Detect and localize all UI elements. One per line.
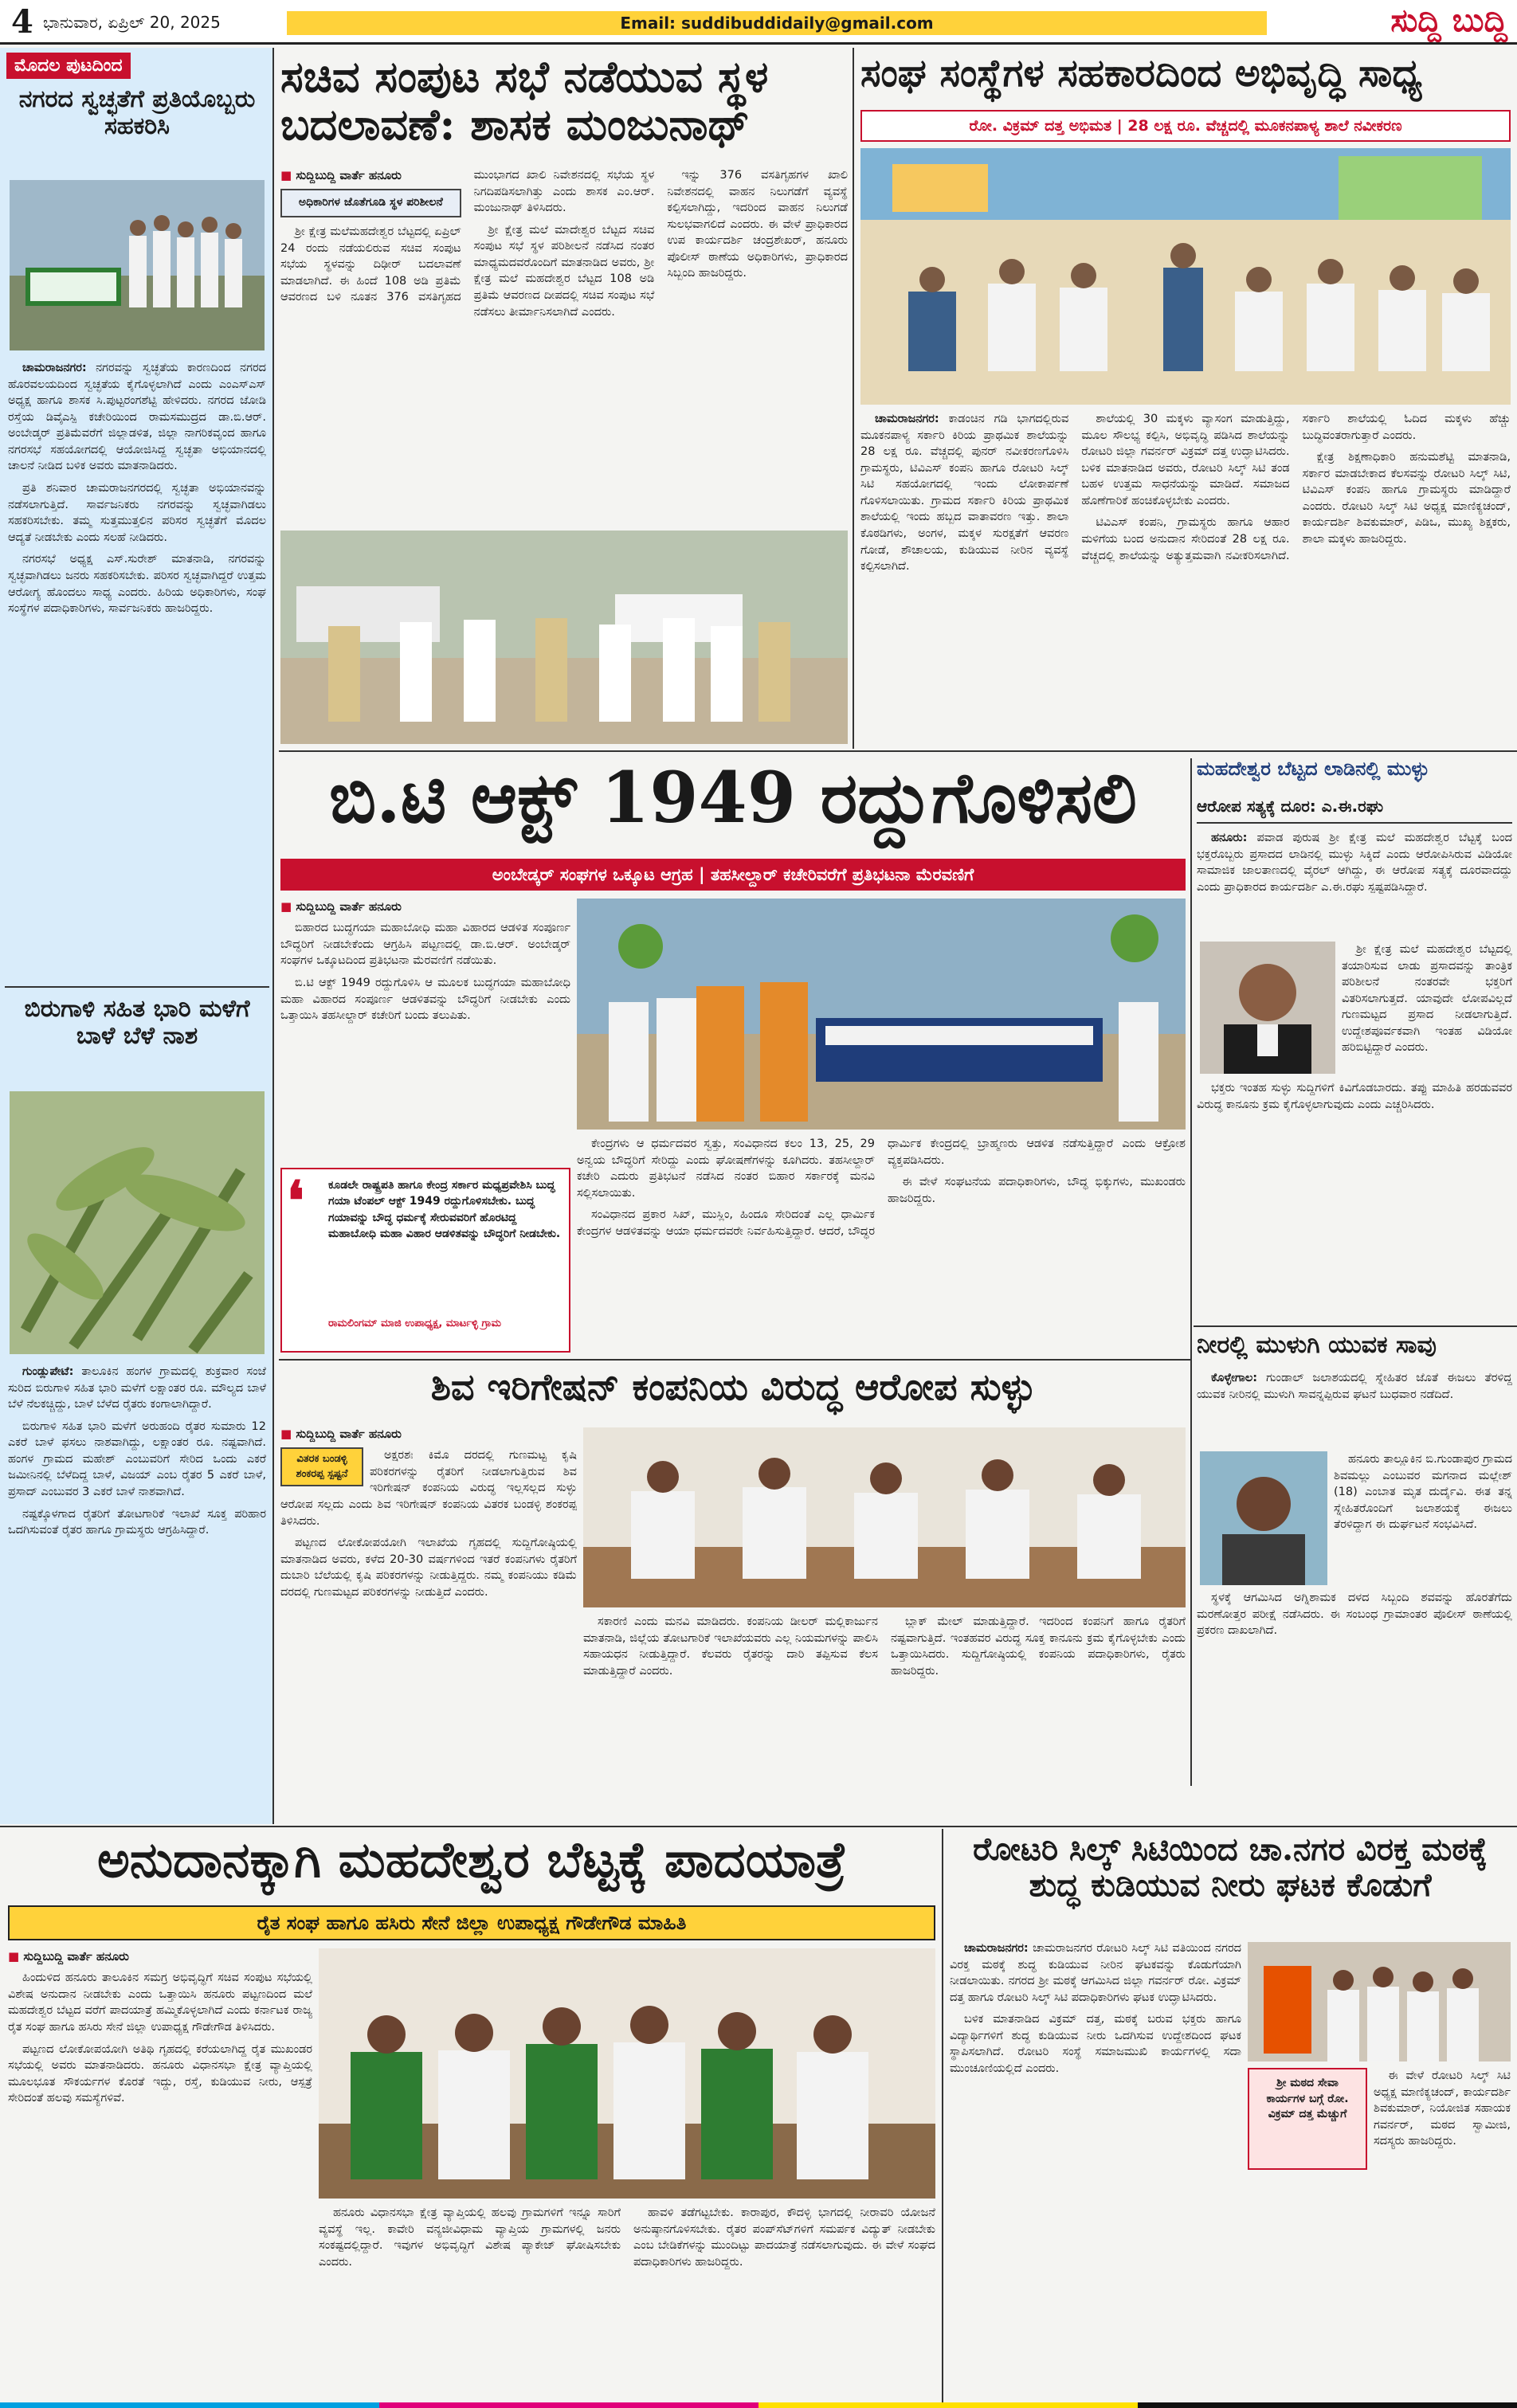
section-divider — [279, 1359, 1190, 1361]
ladoo-story-place: ಹನೂರು: — [1211, 832, 1248, 844]
rotary-school-text: ಕಾಡಂಚಿನ ಗಡಿ ಭಾಗದಲ್ಲಿರುವ ಮೂಕನಪಾಳ್ಯ ಸರ್ಕಾರಿ ಕಿರಿಯ ಪ್ರಾಥಮಿಕ ಶಾಲೆಯನ್ನು 28 ಲಕ್ಷ ರೂ. ವೆಚ್ಚದಲ್ಲಿ ಪುನರ್ ನವೀಕರಣಗೊಳಿಸಿ ಗ್ರಾಮಸ್ಥರು, ಟಿವಿಎಸ್ ಕಂಪನಿ ಹಾಗೂ ರೋಟರಿ ಸಿಲ್ಕ್ ಸಿಟಿ ಸಹಯೋಗದಲ್ಲಿ ಇಂದು ಲೋಕಾರ್ಪಣೆ ಗೊಳಿಸಲಾಯಿತು. ಗ್ರಾಮದ ಸರ್ಕಾರಿ ಕಿರಿಯ ಪ್ರಾಥಮಿಕ ಶಾಲೆಯಲ್ಲಿ ಇಂದು ಹಬ್ಬದ ವಾತಾವರಣ ಇತ್ತು. ಶಾಲಾ ಕೊಠಡಿಗಳು, ಅಂಗಳ, ಮಕ್ಕಳ ಸುರಕ್ಷತೆಗೆ ಆವರಣ ಗೋಡೆ, ಶೌಚಾಲಯ, ಕುಡಿಯುವ ನೀರಿನ ವ್ಯವಸ್ಥೆ ಕಲ್ಪಿಸಲಾಗಿದೆ. — [860, 413, 1069, 574]
irrigation-byline: ■ ಸುದ್ದಿಬುದ್ದಿ ವಾರ್ತೆ ಹನೂರು — [280, 1426, 577, 1443]
cabinet-story-callout: ಅಧಿಕಾರಿಗಳ ಜೊತೆಗೂಡಿ ಸ್ಥಳ ಪರಿಶೀಲನೆ — [280, 189, 461, 217]
page-number: 4 — [11, 3, 33, 41]
irrigation-para3: ಸಕಾರಣಿ ಎಂದು ಮನವಿ ಮಾಡಿದರು. ಕಂಪನಿಯ ಡೀಲರ್ ಮಲ್ಲಿಕಾರ್ಜುನ ಮಾತನಾಡಿ, ಜಿಲ್ಲೆಯ ತೋಟಗಾರಿಕೆ ಇಲಾಖೆಯವರು ಎಲ್ಲ ನಿಯಮಗಳನ್ನು ಪಾಲಿಸಿ ಸಹಾಯಧನ ನೀಡುತ್ತಿದ್ದಾರೆ. ಕೆಲವರು ರೈತರನ್ನು ದಾರಿ ತಪ್ಪಿಸುವ ಕೆಲಸ ಮಾಡುತ್ತಿದ್ದಾರೆ ಎಂದರು. — [583, 1615, 878, 1678]
padayatra-subhead: ರೈತ ಸಂಘ ಹಾಗೂ ಹಸಿರು ಸೇನೆ ಜಿಲ್ಲಾ ಉಪಾಧ್ಯಕ್ಷ ಗೌಡೇಗೌಡ ಮಾಹಿತಿ — [8, 1905, 935, 1940]
section-divider — [1194, 1325, 1517, 1327]
column-divider — [942, 1829, 943, 2402]
sidebar-story1-place: ಚಾಮರಾಜನಗರ: — [22, 362, 87, 374]
irrigation-para1: ಅಕ್ಷರಶಃ ಕಿಮೊ ದರದಲ್ಲಿ ಗುಣಮಟ್ಟ ಕೃಷಿ ಪರಿಕರಗಳನ್ನು ರೈತರಿಗೆ ನೀಡಲಾಗುತ್ತಿರುವ ಶಿವ ಇರಿಗೇಷನ್ ಕಂಪನಿಯ ವಿರುದ್ಧ ಇಲ್ಲಸಲ್ಲದ ಸುಳ್ಳು ಆರೋಪ ಸಲ್ಲದು ಎಂದು ಶಿವ ಇರಿಗೇಷನ್ ಕಂಪನಿಯ ವಿತರಕ ಬಂಡಳ್ಳಿ ಶಂಕರಪ್ಪ ತಿಳಿಸಿದರು. — [280, 1449, 577, 1528]
padayatra-body-left — [8, 1948, 312, 2399]
official-portrait-photo — [1200, 942, 1335, 1074]
press-meet-photo — [583, 1427, 1186, 1607]
sidebar-story2-para3: ನಷ್ಟಕ್ಕೊಳಗಾದ ರೈತರಿಗೆ ತೋಟಗಾರಿಕೆ ಇಲಾಖೆ ಸೂಕ್ತ ಪರಿಹಾರ ಒದಗಿಸುವಂತೆ ರೈತರ ಹಾಗೂ ಗ್ರಾಮಸ್ಥರು ಆಗ್ರಹಿಸಿದ್ದಾರೆ. — [8, 1507, 266, 1537]
ladoo-story-para2: ಶ್ರೀ ಕ್ಷೇತ್ರ ಮಲೆ ಮಹದೇಶ್ವರ ಬೆಟ್ಟದಲ್ಲಿ ತಯಾರಿಸುವ ಲಾಡು ಪ್ರಸಾದವನ್ನು ತಾಂತ್ರಿಕ ಪರಿಶೀಲನೆ ನಂತರವೇ ಭಕ್ತರಿಗೆ ವಿತರಿಸಲಾಗುತ್ತದೆ. ಯಾವುದೇ ಲೋಪವಿಲ್ಲದೆ ಗುಣಮಟ್ಟದ ಪ್ರಸಾದ ನೀಡಲಾಗುತ್ತಿದೆ. ಉದ್ದೇಶಪೂರ್ವಕವಾಗಿ ಇಂತಹ ವಿಡಿಯೋ ಹರಿಬಿಟ್ಟಿದ್ದಾರೆ ಎಂದರು. — [1342, 943, 1512, 1055]
water-unit-para3: ಈ ವೇಳೆ ರೋಟರಿ ಸಿಲ್ಕ್ ಸಿಟಿ ಅಧ್ಯಕ್ಷ ಮಾಣಿಕ್ಯಚಂದ್, ಕಾರ್ಯದರ್ಶಿ ಶಿವಕುಮಾರ್, ನಿಯೋಜಿತ ಸಹಾಯಕ ಗವರ್ನರ್, ಮಠದ ಸ್ವಾಮೀಜಿ, ಸದಸ್ಯರು ಹಾಜರಿದ್ದರು. — [1374, 2069, 1511, 2148]
drowning-body-bottom — [1197, 1590, 1512, 1781]
rotary-school-para3: ಟಿವಿಎಸ್ ಕಂಪನಿ, ಗ್ರಾಮಸ್ಥರು ಹಾಗೂ ಆಹಾರ ಮಳಿಗೆಯ ಬಂದ ಅನುದಾನ ಸೇರಿದಂತೆ 28 ಲಕ್ಷ ರೂ. ವೆಚ್ಚದಲ್ಲಿ ಶಾಲೆಯನ್ನು ಅತ್ಯುತ್ತಮವಾಗಿ ನವೀಕರಿಸಲಾಗಿದೆ. ಸರ್ಕಾರಿ ಶಾಲೆಯಲ್ಲಿ ಓದಿದ ಮಕ್ಕಳು ಹೆಚ್ಚು ಬುದ್ಧಿವಂತರಾಗುತ್ತಾರೆ ಎಂದರು. — [1081, 413, 1511, 562]
padayatra-para1: ಹಿಂದುಳಿದ ಹನೂರು ತಾಲೂಕಿನ ಸಮಗ್ರ ಅಭಿವೃದ್ಧಿಗೆ ಸಚಿವ ಸಂಪುಟ ಸಭೆಯಲ್ಲಿ ವಿಶೇಷ ಅನುದಾನ ನೀಡಬೇಕು ಎಂದು ಒತ್ತಾಯಿಸಿ ಹನೂರು ಪಟ್ಟಣದಿಂದ ಮಲೆ ಮಹದೇಶ್ವರ ಬೆಟ್ಟದ ವರೆಗೆ ಪಾದಯಾತ್ರೆ ಹಮ್ಮಿಕೊಳ್ಳಲಾಗಿದೆ ಎಂದು ಕರ್ನಾಟಕ ರಾಜ್ಯ ರೈತ ಸಂಘ ಹಾಗೂ ಹಸಿರು ಸೇನೆ ಜಿಲ್ಲಾ ಉಪಾಧ್ಯಕ್ಷ ಗೌಡೇಗೌಡ ತಿಳಿಸಿದರು. — [8, 1971, 312, 2034]
bt-act-para3: ಕೇಂದ್ರಗಳು ಆ ಧರ್ಮದವರ ಸ್ವತ್ತು, ಸಂವಿಧಾನದ ಕಲಂ 13, 25, 29 ಅನ್ವಯ ಬೌದ್ಧರಿಗೆ ಸೇರಿದ್ದು ಎಂದು ಘೋಷಣೆಗಳನ್ನು ಕೂಗಿದರು. ತಹಸೀಲ್ದಾರ್ ಕಚೇರಿ ಎದುರು ಪ್ರತಿಭಟನೆ ನಡೆಸಿದ ನಂತರ ಬಿಹಾರ ಸರ್ಕಾರಕ್ಕೆ ಮನವಿ ಸಲ್ಲಿಸಲಾಯಿತು. — [577, 1137, 875, 1200]
masthead — [0, 0, 1517, 45]
water-unit-para2: ಬಳಿಕ ಮಾತನಾಡಿದ ವಿಕ್ರಮ್ ದತ್ತ, ಮಠಕ್ಕೆ ಬರುವ ಭಕ್ತರು ಹಾಗೂ ವಿದ್ಯಾರ್ಥಿಗಳಿಗೆ ಶುದ್ಧ ಕುಡಿಯುವ ನೀರು ಒದಗಿಸುವ ಉದ್ದೇಶದಿಂದ ಘಟಕ ಸ್ಥಾಪಿಸಲಾಗಿದೆ. ರೋಟರಿ ಸಂಸ್ಥೆ ಸಮಾಜಮುಖಿ ಕಾರ್ಯಗಳಲ್ಲಿ ಸದಾ ಮುಂಚೂಣಿಯಲ್ಲಿದೆ ಎಂದರು. — [950, 2013, 1241, 2076]
sidebar-story1-body — [8, 360, 266, 981]
bt-act-quote-box — [280, 1168, 570, 1353]
rotary-school-para4: ಕ್ಷೇತ್ರ ಶಿಕ್ಷಣಾಧಿಕಾರಿ ಹನುಮಶೆಟ್ಟಿ ಮಾತನಾಡಿ, ಸರ್ಕಾರ ಮಾಡಬೇಕಾದ ಕೆಲಸವನ್ನು ರೋಟರಿ ಸಿಲ್ಕ್ ಸಿಟಿ, ಟಿವಿಎಸ್ ಕಂಪನಿ ಹಾಗೂ ಗ್ರಾಮಸ್ಥರು ಮಾಡಿದ್ದಾರೆ ಎಂದರು. ರೋಟರಿ ಸಿಲ್ಕ್ ಸಿಟಿ ಅಧ್ಯಕ್ಷ ಮಾಣಿಕ್ಯಚಂದ್, ಕಾರ್ಯದರ್ಶಿ ಶಿವಕುಮಾರ್, ಪಿಡಿಒ, ಮುಖ್ಯ ಶಿಕ್ಷಕರು, ಶಾಲಾ ಮಕ್ಕಳು ಹಾಜರಿದ್ದರು. — [1302, 451, 1511, 546]
bt-act-para4: ಸಂವಿಧಾನದ ಪ್ರಕಾರ ಸಿಖ್, ಮುಸ್ಲಿಂ, ಹಿಂದೂ ಸೇರಿದಂತೆ ಎಲ್ಲ ಧಾರ್ಮಿಕ ಕೇಂದ್ರಗಳ ಆಡಳಿತವನ್ನು ಆಯಾ ಧರ್ಮದವರೇ ನಿರ್ವಹಿಸುತ್ತಿದ್ದಾರೆ. ಆದರೆ, ಬೌದ್ಧರ ಧಾರ್ಮಿಕ ಕೇಂದ್ರದಲ್ಲಿ ಬ್ರಾಹ್ಮಣರು ಆಡಳಿತ ನಡೆಸುತ್ತಿದ್ದಾರೆ ಎಂದು ಆಕ್ರೋಶ ವ್ಯಕ್ತಪಡಿಸಿದರು. — [577, 1137, 1186, 1238]
rotary-school-place: ಚಾಮರಾಜನಗರ: — [875, 413, 939, 425]
continued-tag — [6, 53, 131, 79]
bt-act-byline: ■ ಸುದ್ದಿಬುದ್ದಿ ವಾರ್ತೆ ಹನೂರು — [280, 899, 570, 915]
irrigation-para2: ಪಟ್ಟಣದ ಲೋಕೋಪಯೋಗಿ ಇಲಾಖೆಯ ಗೃಹದಲ್ಲಿ ಸುದ್ದಿಗೋಷ್ಠಿಯಲ್ಲಿ ಮಾತನಾಡಿದ ಅವರು, ಕಳೆದ 20-30 ವರ್ಷಗಳಿಂದ ಇತರೆ ಕಂಪನಿಗಳು ರೈತರಿಗೆ ದುಬಾರಿ ಬೆಲೆಯಲ್ಲಿ ಕೃಷಿ ಪರಿಕರಗಳನ್ನು ನೀಡುತ್ತಿದ್ದರು. ನಮ್ಮ ಕಂಪನಿಯು ಕಡಿಮೆ ದರದಲ್ಲಿ ಗುಣಮಟ್ಟದ ಪರಿಕರಗಳನ್ನು ನೀಡುತ್ತಿದೆ ಎಂದರು. — [280, 1537, 577, 1599]
water-unit-body-right — [1374, 2068, 1511, 2399]
padayatra-para4: ಹಾವಳಿ ತಡೆಗಟ್ಟಬೇಕು. ಕಾರಾಪುರ, ಕೌದಳ್ಳಿ ಭಾಗದಲ್ಲಿ ನೀರಾವರಿ ಯೋಜನೆ ಅನುಷ್ಠಾನಗೊಳಿಸಬೇಕು. ರೈತರ ಪಂಪ್‌ಸೆಟ್‌ಗಳಿಗೆ ಸಮರ್ಪಕ ವಿದ್ಯುತ್ ನೀಡಬೇಕು ಎಂಬ ಬೇಡಿಕೆಗಳನ್ನು ಮುಂದಿಟ್ಟು ಪಾದಯಾತ್ರೆ ನಡೆಸಲಾಗುವುದು. ಈ ವೇಳೆ ಸಂಘದ ಪದಾಧಿಕಾರಿಗಳು ಹಾಜರಿದ್ದರು. — [633, 2206, 935, 2269]
irrigation-para4: ಬ್ಲಾಕ್ ಮೇಲ್ ಮಾಡುತ್ತಿದ್ದಾರೆ. ಇದರಿಂದ ಕಂಪನಿಗೆ ಹಾಗೂ ರೈತರಿಗೆ ನಷ್ಟವಾಗುತ್ತಿದೆ. ಇಂತಹವರ ವಿರುದ್ಧ ಸೂಕ್ತ ಕಾನೂನು ಕ್ರಮ ಕೈಗೊಳ್ಳಬೇಕು ಎಂದು ಒತ್ತಾಯಿಸಿದರು. ಸುದ್ದಿಗೋಷ್ಠಿಯಲ್ಲಿ ಕಂಪನಿಯ ಪದಾಧಿಕಾರಿಗಳು, ರೈತರು ಹಾಜರಿದ್ದರು. — [891, 1615, 1186, 1678]
cabinet-story-para2: ಶ್ರೀ ಕ್ಷೇತ್ರ ಮಲೆ ಮಾದೇಶ್ವರ ಬೆಟ್ಟದ ಸಚಿವ ಸಂಪುಟ ಸಭೆ ಸ್ಥಳ ಪರಿಶೀಲನೆ ನಡೆಸಿದ ನಂತರ ಮಾಧ್ಯಮದವರೊಂದಿಗೆ ಮಾತನಾಡಿದ ಅವರು, ಶ್ರೀ ಕ್ಷೇತ್ರ ಮಲೆ ಮಹದೇಶ್ವರ ಬೆಟ್ಟದ 108 ಅಡಿ ಪ್ರತಿಮೆ ಆವರಣದ ದೀಪದಲ್ಲಿ ಸಚಿವ ಸಂಪುಟ ಸಭೆ ನಡೆಸಲು ತೀರ್ಮಾನಿಸಲಾಗಿದೆ ಎಂದರು. — [473, 223, 655, 319]
rotary-school-headline: ಸಂಘ ಸಂಸ್ಥೆಗಳ ಸಹಕಾರದಿಂದ ಅಭಿವೃದ್ಧಿ ಸಾಧ್ಯ — [860, 53, 1423, 96]
drowning-place: ಕೊಳ್ಳೇಗಾಲ: — [1211, 1372, 1258, 1384]
sidebar-story1-para2: ಪ್ರತಿ ಶನಿವಾರ ಚಾಮರಾಜನಗರದಲ್ಲಿ ಸ್ವಚ್ಛತಾ ಅಭಿಯಾನವನ್ನು ನಡೆಸಲಾಗುತ್ತಿದೆ. ಸಾರ್ವಜನಿಕರು ನಗರವನ್ನು ಸ್ವಚ್ಛವಾಗಿಡಲು ಸಹಕರಿಸಬೇಕು. ತಮ್ಮ ಸುತ್ತಮುತ್ತಲಿನ ಪರಿಸರ ಸ್ವಚ್ಛತೆಗೆ ಮೊದಲ ಆದ್ಯತೆ ನೀಡಬೇಕು ಎಂದು ಸಲಹೆ ನೀಡಿದರು. — [8, 482, 266, 544]
padayatra-headline: ಅನುದಾನಕ್ಕಾಗಿ ಮಹದೇಶ್ವರ ಬೆಟ್ಟಕ್ಕೆ ಪಾದಯಾತ್ರೆ — [97, 1832, 846, 1889]
ladoo-story-text: ಪವಾಡ ಪುರುಷ ಶ್ರೀ ಕ್ಷೇತ್ರ ಮಲೆ ಮಹದೇಶ್ವರ ಬೆಟ್ಟಕ್ಕೆ ಬಂದ ಭಕ್ತರೊಬ್ಬರು ಪ್ರಸಾದದ ಲಾಡಿನಲ್ಲಿ ಮುಳ್ಳು ಸಿಕ್ಕಿದೆ ಎಂದು ಆರೋಪಿಸಿರುವ ವಿಡಿಯೋ ಸಾಮಾಜಿಕ ಜಾಲತಾಣದಲ್ಲಿ ವೈರಲ್ ಆಗಿದ್ದು, ಈ ಆರೋಪ ಸತ್ಯಕ್ಕೆ ದೂರವಾದದ್ದು ಎಂದು ಪ್ರಾಧಿಕಾರದ ಕಾರ್ಯದರ್ಶಿ ಎ.ಈ.ರಘು ಸ್ಪಷ್ಟಪಡಿಸಿದ್ದಾರೆ. — [1197, 832, 1512, 894]
water-unit-body-left — [950, 1940, 1241, 2399]
cabinet-story-body — [280, 167, 848, 526]
irrigation-body-left — [280, 1426, 577, 1784]
ladoo-story-body-bottom — [1197, 1080, 1512, 1319]
bt-act-headline: ಬಿ.ಟಿ ಆಕ್ಟ್ 1949 ರದ್ದುಗೊಳಿಸಲಿ — [328, 758, 1137, 839]
drowning-body-top — [1197, 1370, 1512, 1447]
sidebar-story1-headline: ನಗರದ ಸ್ವಚ್ಛತೆಗೆ ಪ್ರತಿಯೊಬ್ಬರು ಸಹಕರಿಸಿ — [18, 86, 256, 140]
bt-act-quote-text: ಕೂಡಲೇ ರಾಷ್ಟ್ರಪತಿ ಹಾಗೂ ಕೇಂದ್ರ ಸರ್ಕಾರ ಮಧ್ಯಪ್ರವೇಶಿಸಿ ಬುದ್ಧ ಗಯಾ ಟೆಂಪಲ್ ಆಕ್ಟ್ 1949 ರದ್ದುಗೊಳಿಸಬೇಕು. ಬುದ್ಧ ಗಯಾವನ್ನು ಬೌದ್ಧ ಧರ್ಮಕ್ಕೆ ಸೇರುವವರಿಗೆ ಹೊರಟಿದ್ದ ಮಹಾಬೋಧಿ ಮಹಾ ವಿಹಾರ ಆಡಳಿತವನ್ನು ಬೌದ್ಧರಿಗೆ ನೀಡಬೇಕು. — [328, 1179, 561, 1240]
sidebar-story1-text: ನಗರವನ್ನು ಸ್ವಚ್ಛತೆಯ ಕಾರಣದಿಂದ ನಗರದ ಹೊರವಲಯದಿಂದ ಸ್ವಚ್ಛತೆಯ ಕೈಗೊಳ್ಳಲಾಗಿದೆ ಎಂದು ಎಂಎಸ್‌ಎಸ್ ಅಧ್ಯಕ್ಷ ಹಾಗೂ ಶಾಸಕ ಸಿ.ಪುಟ್ಟರಂಗಶೆಟ್ಟಿ ಹೇಳಿದರು. ನಗರದ ಜೋಡಿ ರಸ್ತೆಯ ಡಿವೈಎಸ್ಪಿ ಕಚೇರಿಯಿಂದ ರಾಮಸಮುದ್ರದ ಡಾ.ಬಿ.ಆರ್. ಅಂಬೇಡ್ಕರ್ ಪ್ರತಿಮೆವರೆಗೆ ಜಿಲ್ಲಾಡಳಿತ, ಜಿಲ್ಲಾ ನಾಗರಿಕವೃಂದ ಹಾಗೂ ನಗರಸಭೆ ಸಹಯೋಗದಲ್ಲಿ ಆಯೋಜಿಸಿದ್ದ ಸ್ವಚ್ಛತಾ ಅಭಿಯಾನದಲ್ಲಿ ಚಾಲನೆ ನೀಡಿದ ಬಳಿಕ ಅವರು ಮಾತನಾಡಿದರು. — [8, 362, 266, 473]
bt-act-body-left — [280, 899, 570, 1161]
column-divider — [1190, 758, 1192, 1786]
ladoo-story-para3: ಭಕ್ತರು ಇಂತಹ ಸುಳ್ಳು ಸುದ್ದಿಗಳಿಗೆ ಕಿವಿಗೊಡಬಾರದು. ತಪ್ಪು ಮಾಹಿತಿ ಹರಡುವವರ ವಿರುದ್ಧ ಕಾನೂನು ಕ್ರಮ ಕೈಗೊಳ್ಳಲಾಗುವುದು ಎಂದು ಎಚ್ಚರಿಸಿದರು. — [1197, 1082, 1512, 1111]
water-unit-text: ಚಾಮರಾಜನಗರ ರೋಟರಿ ಸಿಲ್ಕ್ ಸಿಟಿ ವತಿಯಿಂದ ನಗರದ ವಿರಕ್ತ ಮಠಕ್ಕೆ ಶುದ್ಧ ಕುಡಿಯುವ ನೀರಿನ ಘಟಕವನ್ನು ಕೊಡುಗೆಯಾಗಿ ನೀಡಲಾಯಿತು. ನಗರದ ಶ್ರೀ ಮಠಕ್ಕೆ ಆಗಮಿಸಿದ ಜಿಲ್ಲಾ ಗವರ್ನರ್ ರೋ. ವಿಕ್ರಮ್ ದತ್ತ ಹಾಗೂ ರೋಟರಿ ಸಿಲ್ಕ್ ಸಿಟಿ ಪದಾಧಿಕಾರಿಗಳು ಘಟಕ ಉದ್ಘಾಟಿಸಿದರು. — [950, 1942, 1241, 2004]
cabinet-story-headline: ಸಚಿವ ಸಂಪುಟ ಸಭೆ ನಡೆಯುವ ಸ್ಥಳ ಬದಲಾವಣೆ: ಶಾಸಕ ಮಂಜುನಾಥ್ — [280, 53, 769, 151]
irrigation-body-right — [583, 1614, 1186, 1784]
water-unit-handover-photo — [1248, 1942, 1511, 2061]
section-divider — [0, 1826, 1517, 1827]
irrigation-callout: ವಿತರಕ ಬಂಡಳ್ಳಿ ಶಂಕರಪ್ಪ ಸ್ಪಷ್ಟನೆ — [280, 1447, 363, 1486]
continued-from-front-label: ಮೊದಲ ಪುಟದಿಂದ — [6, 53, 131, 79]
water-unit-place: ಚಾಮರಾಜನಗರ: — [964, 1942, 1029, 1955]
sidebar-story2-para2: ಬಿರುಗಾಳಿ ಸಹಿತ ಭಾರಿ ಮಳೆಗೆ ಅರುಹಂದಿ ರೈತರ ಸುಮಾರು 12 ಎಕರೆ ಬಾಳೆ ಫಸಲು ನಾಶವಾಗಿದ್ದು, ಲಕ್ಷಾಂತರ ರೂ. ನಷ್ಟವಾಗಿದೆ. ಹಂಗಳ ಗ್ರಾಮದ ಮಹೇಶ್ ಎಂಬುವರಿಗೆ ಸೇರಿದ ಒಂದು ಎಕರೆ ಜಮೀನಿನಲ್ಲಿ ಬೆಳೆದಿದ್ದ ಬಾಳೆ, ವಿಜಯ್ ಎಂಬ ರೈತರ 5 ಎಕರೆ ಬಾಳೆ, ಪ್ರಸಾದ್ ಎಂಬುವರ 3 ಎಕರೆ ಬಾಳೆ ನಾಶವಾಗಿದೆ. — [8, 1419, 266, 1499]
sidebar-continued-stories — [0, 48, 274, 1824]
sidebar-story2-body — [8, 1364, 266, 1818]
cabinet-story-para3: ಇನ್ನು 376 ವಸತಿಗೃಹಗಳ ಖಾಲಿ ನಿವೇಶನದಲ್ಲಿ ವಾಹನ ನಿಲುಗಡೆಗೆ ವ್ಯವಸ್ಥೆ ಕಲ್ಪಿಸಲಾಗಿದ್ದು, ಇದರಿಂದ ವಾಹನ ನಿಲುಗಡೆ ಸುಲಭವಾಗಲಿದೆ ಎಂದರು. ಈ ವೇಳೆ ಪ್ರಾಧಿಕಾರದ ಉಪ ಕಾರ್ಯದರ್ಶಿ ಚಂದ್ರಶೇಖರ್, ಹನೂರು ಪೊಲೀಸ್ ಠಾಣೆಯ ಅಧಿಕಾರಿಗಳು, ಪ್ರಾಧಿಕಾರದ ಸಿಬ್ಬಂದಿ ಹಾಜರಿದ್ದರು. — [667, 169, 848, 280]
section-divider — [279, 750, 1517, 752]
farmers-meeting-photo — [319, 1948, 935, 2199]
bt-act-subhead: ಅಂಬೇಡ್ಕರ್ ಸಂಘಗಳ ಒಕ್ಕೂಟ ಆಗ್ರಹ | ತಹಸೀಲ್ದಾರ್ ಕಚೇರಿವರೆಗೆ ಪ್ರತಿಭಟನಾ ಮೆರವಣಿಗೆ — [280, 859, 1186, 891]
bt-act-quote-attribution: ರಾಮಲಿಂಗಮ್ ಮಾಜಿ ಉಪಾಧ್ಯಕ್ಷ, ಮಾರ್ಟಳ್ಳಿ ಗ್ರಾಮ — [328, 1318, 502, 1329]
ladoo-story-body-top — [1197, 830, 1512, 935]
rotary-school-subhead: ರೋ. ವಿಕ್ರಮ್ ದತ್ತ ಅಭಿಮತ | 28 ಲಕ್ಷ ರೂ. ವೆಚ್ಚದಲ್ಲಿ ಮೂಕನಪಾಳ್ಯ ಶಾಲೆ ನವೀಕರಣ — [860, 110, 1511, 142]
drowning-body-side — [1334, 1451, 1512, 1585]
water-unit-callout: ಶ್ರೀ ಮಠದ ಸೇವಾ ಕಾರ್ಯಗಳ ಬಗ್ಗೆ ರೋ. ವಿಕ್ರಮ್ ದತ್ತ ಮೆಚ್ಚುಗೆ — [1248, 2068, 1367, 2170]
drowning-para3: ಸ್ಥಳಕ್ಕೆ ಆಗಮಿಸಿದ ಅಗ್ನಿಶಾಮಕ ದಳದ ಸಿಬ್ಬಂದಿ ಶವವನ್ನು ಹೊರತೆಗೆದು ಮರಣೋತ್ತರ ಪರೀಕ್ಷೆ ನಡೆಸಿದರು. ಈ ಸಂಬಂಧ ಗ್ರಾಮಾಂತರ ಪೊಲೀಸ್ ಠಾಣೆಯಲ್ಲಿ ಪ್ರಕರಣ ದಾಖಲಾಗಿದೆ. — [1197, 1592, 1512, 1638]
bt-act-para5: ಈ ವೇಳೆ ಸಂಘಟನೆಯ ಪದಾಧಿಕಾರಿಗಳು, ಬೌದ್ಧ ಭಿಕ್ಕುಗಳು, ಮುಖಂಡರು ಹಾಜರಿದ್ದರು. — [888, 1176, 1186, 1205]
newspaper-logo: ಸುದ್ದಿ ಬುದ್ದಿ — [1390, 2, 1507, 39]
email-banner[interactable]: Email: suddibuddidaily@gmail.com — [287, 11, 1267, 35]
sidebar-divider — [5, 986, 269, 988]
column-divider — [853, 48, 854, 749]
sidebar-story2-text: ತಾಲೂಕಿನ ಹಂಗಳ ಗ್ರಾಮದಲ್ಲಿ ಶುಕ್ರವಾರ ಸಂಜೆ ಸುರಿದ ಬಿರುಗಾಳಿ ಸಹಿತ ಭಾರಿ ಮಳೆಗೆ ಲಕ್ಷಾಂತರ ರೂ. ಮೌಲ್ಯದ ಬಾಳೆ ಬೆಳೆ ನೆಲಕಚ್ಚಿದ್ದು, ಬಾಳೆ ಬೆಳೆದ ರೈತರು ಕಂಗಾಲಾಗಿದ್ದಾರೆ. — [8, 1365, 266, 1412]
ladoo-story-subhead: ಆರೋಪ ಸತ್ಯಕ್ಕೆ ದೂರ: ಎ.ಈ.ರಘು — [1197, 797, 1512, 824]
irrigation-headline: ಶಿವ ಇರಿಗೇಷನ್ ಕಂಪನಿಯ ವಿರುದ್ಧ ಆರೋಪ ಸುಳ್ಳು — [430, 1367, 1036, 1408]
school-inauguration-photo — [860, 148, 1511, 405]
cabinet-story-para1: ಶ್ರೀ ಕ್ಷೇತ್ರ ಮಲೆಮಹದೇಶ್ವರ ಬೆಟ್ಟದಲ್ಲಿ ಏಪ್ರಿಲ್ 24 ರಂದು ನಡೆಯಲಿರುವ ಸಚಿವ ಸಂಪುಟ ಸಭೆಯ ಸ್ಥಳವನ್ನು ದಿಢೀರ್ ಬದಲಾವಣೆ ಮಾಡಲಾಗಿದೆ. ಈ ಹಿಂದೆ 108 ಅಡಿ ಪ್ರತಿಮೆ ಆವರಣದ ಬಳಿ ನೂತನ 376 ವಸತಿಗೃಹದ ಮುಂಭಾಗದ ಖಾಲಿ ನಿವೇಶನದಲ್ಲಿ ಸಭೆಯ ಸ್ಥಳ ನಿಗದಿಪಡಿಸಲಾಗಿತ್ತು ಎಂದು ಶಾಸಕ ಎಂ.ಆರ್. ಮಂಜುನಾಥ್ ತಿಳಿಸಿದರು. — [280, 169, 655, 304]
sidebar-story1-para3: ನಗರಸಭೆ ಅಧ್ಯಕ್ಷ ಎಸ್.ಸುರೇಶ್ ಮಾತನಾಡಿ, ನಗರವನ್ನು ಸ್ವಚ್ಛವಾಗಿಡಲು ಜನರು ಸಹಕರಿಸಬೇಕು. ಪರಿಸರ ಸ್ವಚ್ಛವಾಗಿದ್ದರೆ ಉತ್ತಮ ಆರೋಗ್ಯ ಹೊಂದಲು ಸಾಧ್ಯ ಎಂದರು. ಹಿರಿಯ ಅಧಿಕಾರಿಗಳು, ಸಂಘ ಸಂಸ್ಥೆಗಳ ಪದಾಧಿಕಾರಿಗಳು, ಸಾರ್ವಜನಿಕರು ಹಾಜರಿದ್ದರು. — [8, 553, 266, 616]
quote-mark-icon: ❛ — [287, 1169, 304, 1233]
ladoo-story-body-side — [1342, 942, 1512, 1074]
banana-crop-damage-photo — [10, 1091, 265, 1354]
sidebar-story2-headline: ಬಿರುಗಾಳಿ ಸಹಿತ ಭಾರಿ ಮಳೆಗೆ ಬಾಳೆ ಬೆಳೆ ನಾಶ — [24, 996, 250, 1050]
bt-act-para2: ಬಿ.ಟಿ ಆಕ್ಟ್ 1949 ರದ್ದುಗೊಳಿಸಿ ಆ ಮೂಲಕ ಬುದ್ಧಗಯಾ ಮಹಾಬೋಧಿ ಮಹಾ ವಿಹಾರದ ಸಂಪೂರ್ಣ ಆಡಳಿತವನ್ನು ಬೌದ್ಧರಿಗೆ ನೀಡಬೇಕು ಎಂದು ಒತ್ತಾಯಿಸಿ ತಹಸೀಲ್ದಾರ್ ಕಚೇರಿಗೆ ಬಂದು ತಲುಪಿತು. — [280, 977, 570, 1023]
padayatra-para3: ಹನೂರು ವಿಧಾನಸಭಾ ಕ್ಷೇತ್ರ ವ್ಯಾಪ್ತಿಯಲ್ಲಿ ಹಲವು ಗ್ರಾಮಗಳಿಗೆ ಇನ್ನೂ ಸಾರಿಗೆ ವ್ಯವಸ್ಥೆ ಇಲ್ಲ. ಕಾವೇರಿ ವನ್ಯಜೀವಿಧಾಮ ವ್ಯಾಪ್ತಿಯ ಗ್ರಾಮಗಳಲ್ಲಿ ಜನರು ಸಂಕಷ್ಟದಲ್ಲಿದ್ದಾರೆ. ಇವುಗಳ ಅಭಿವೃದ್ಧಿಗೆ ವಿಶೇಷ ಪ್ಯಾಕೇಜ್ ಘೋಷಿಸಬೇಕು ಎಂದರು. — [319, 2206, 621, 2269]
ladoo-story-headline: ಮಹದೇಶ್ವರ ಬೆಟ್ಟದ ಲಾಡಿನಲ್ಲಿ ಮುಳ್ಳು — [1197, 758, 1429, 780]
drowning-para2: ಹನೂರು ತಾಲ್ಲೂಕಿನ ಬಿ.ಗುಂಡಾಪುರ ಗ್ರಾಮದ ಶಿವಮಲ್ಲು ಎಂಬುವರ ಮಗನಾದ ಮಲ್ಲೇಶ್ (18) ಎಂಬಾತ ಮೃತ ದುರ್ದೈವಿ. ಈತ ತನ್ನ ಸ್ನೇಹಿತರೊಂದಿಗೆ ಜಲಾಶಯಕ್ಕೆ ಈಜಲು ತೆರಳಿದ್ದಾಗ ಈ ದುರ್ಘಟನೆ ಸಂಭವಿಸಿದೆ. — [1334, 1453, 1512, 1532]
bt-act-body-right — [577, 1136, 1186, 1353]
issue-date: ಭಾನುವಾರ, ಏಪ್ರಿಲ್ 20, 2025 — [43, 13, 221, 32]
cabinet-story-byline: ■ ಸುದ್ದಿಬುದ್ದಿ ವಾರ್ತೆ ಹನೂರು — [280, 167, 461, 184]
site-inspection-photo — [280, 531, 848, 744]
victim-portrait-photo — [1200, 1451, 1327, 1585]
protest-march-photo — [577, 899, 1186, 1130]
cleanliness-drive-photo — [10, 180, 265, 350]
drowning-text: ಗುಂಡಾಲ್ ಜಲಾಶಯದಲ್ಲಿ ಸ್ನೇಹಿತರ ಜೊತೆ ಈಜಲು ತೆರಳಿದ್ದ ಯುವಕ ನೀರಿನಲ್ಲಿ ಮುಳುಗಿ ಸಾವನ್ನಪ್ಪಿರುವ ಘಟನೆ ಬುಧವಾರ ನಡೆದಿದೆ. — [1197, 1372, 1512, 1401]
padayatra-byline: ■ ಸುದ್ದಿಬುದ್ದಿ ವಾರ್ತೆ ಹನೂರು — [8, 1948, 312, 1965]
sidebar-story2-place: ಗುಂಡ್ಲುಪೇಟೆ: — [22, 1365, 74, 1378]
padayatra-para2: ಪಟ್ಟಣದ ಲೋಕೋಪಯೋಗಿ ಅತಿಥಿ ಗೃಹದಲ್ಲಿ ಕರೆಯಲಾಗಿದ್ದ ರೈತ ಮುಖಂಡರ ಸಭೆಯಲ್ಲಿ ಅವರು ಮಾತನಾಡಿದರು. ಹನೂರು ವಿಧಾನಸಭಾ ಕ್ಷೇತ್ರ ವ್ಯಾಪ್ತಿಯಲ್ಲಿ ಮೂಲಭೂತ ಸೌಕರ್ಯಗಳ ಕೊರತೆ ಇದ್ದು, ರಸ್ತೆ, ಕುಡಿಯುವ ನೀರು, ಆಸ್ಪತ್ರೆ ಸೇರಿದಂತೆ ಹಲವು ಸಮಸ್ಯೆಗಳಿವೆ. — [8, 2042, 312, 2105]
bt-act-para1: ಬಿಹಾರದ ಬುದ್ಧಗಯಾ ಮಹಾಬೋಧಿ ಮಹಾ ವಿಹಾರದ ಆಡಳಿತ ಸಂಪೂರ್ಣ ಬೌದ್ಧರಿಗೆ ನೀಡಬೇಕೆಂದು ಆಗ್ರಹಿಸಿ ಪಟ್ಟಣದಲ್ಲಿ ಡಾ.ಬಿ.ಆರ್. ಅಂಬೇಡ್ಕರ್ ಸಂಘಗಳ ಒಕ್ಕೂಟದಿಂದ ಪ್ರತಿಭಟನಾ ಮೆರವಣಿಗೆ ನಡೆಯಿತು. — [280, 922, 570, 968]
drowning-headline: ನೀರಲ್ಲಿ ಮುಳುಗಿ ಯುವಕ ಸಾವು — [1197, 1332, 1437, 1359]
rotary-school-body — [860, 411, 1511, 746]
water-unit-headline: ರೋಟರಿ ಸಿಲ್ಕ್ ಸಿಟಿಯಿಂದ ಚಾ.ನಗರ ವಿರಕ್ತ ಮಠಕ್ಕೆ ಶುದ್ಧ ಕುಡಿಯುವ ನೀರು ಘಟಕ ಕೊಡುಗೆ — [973, 1832, 1488, 1904]
rotary-school-para2: ಶಾಲೆಯಲ್ಲಿ 30 ಮಕ್ಕಳು ವ್ಯಾಸಂಗ ಮಾಡುತ್ತಿದ್ದು, ಮೂಲ ಸೌಲಭ್ಯ ಕಲ್ಪಿಸಿ, ಅಭಿವೃದ್ಧಿ ಪಡಿಸಿದ ಶಾಲೆಯನ್ನು ರೋಟರಿ ಜಿಲ್ಲಾ ಗವರ್ನರ್ ವಿಕ್ರಮ್ ದತ್ತ ಉದ್ಘಾಟಿಸಿದರು. ಬಳಿಕ ಮಾತನಾಡಿದ ಅವರು, ರೋಟರಿ ಸಿಲ್ಕ್ ಸಿಟಿ ತಂಡ ಬಹಳ ಉತ್ತಮ ಸಾಧನೆಯನ್ನು ಮಾಡಿದೆ. ಸಮಾಜದ ಹೊಣೆಗಾರಿಕೆ ಹಂಚಿಕೊಳ್ಳಬೇಕು ಎಂದರು. — [1081, 413, 1290, 507]
padayatra-body-right — [319, 2205, 935, 2399]
print-registration-strip — [0, 2402, 1517, 2408]
